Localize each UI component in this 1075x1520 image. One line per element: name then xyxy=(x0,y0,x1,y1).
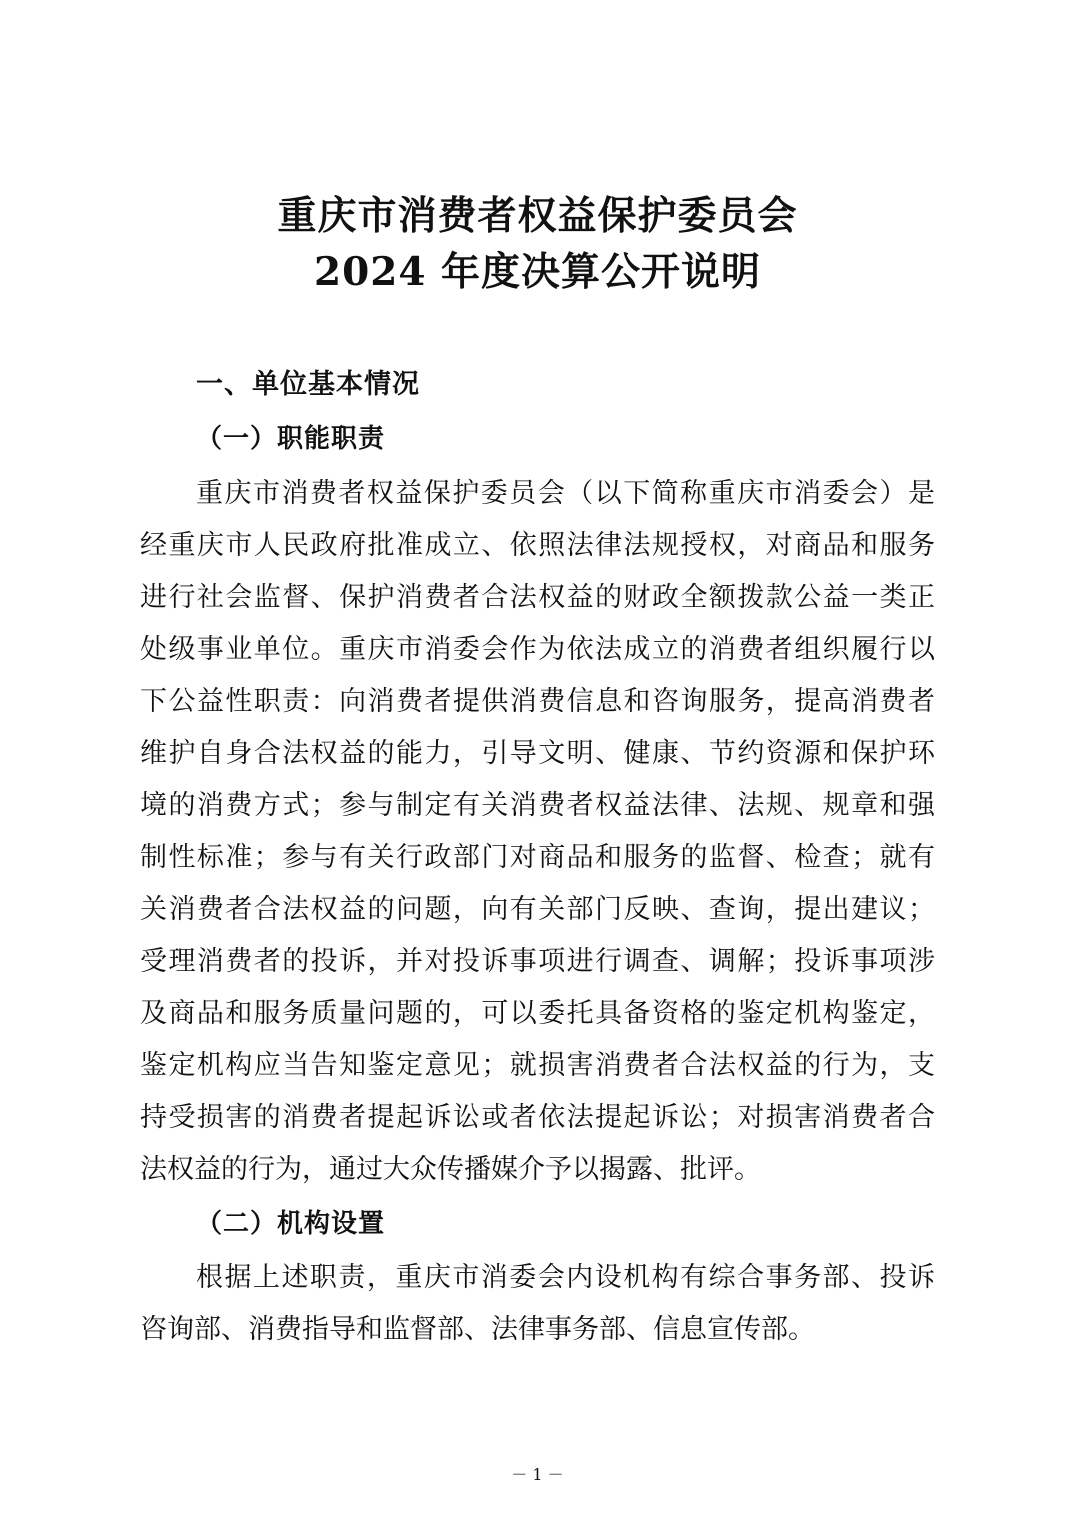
paragraph-line: 法权益的行为，通过大众传播媒介予以揭露、批评。 xyxy=(140,1154,761,1185)
paragraph-line: 重庆市消费者权益保护委员会（以下简称重庆市消委会）是 xyxy=(196,478,935,509)
section-heading: 一、单位基本情况 xyxy=(196,369,420,400)
paragraph-line: 经重庆市人民政府批准成立、依照法律法规授权，对商品和服务 xyxy=(140,530,935,561)
page-number: － 1 － xyxy=(511,1465,564,1484)
paragraph-line: 根据上述职责，重庆市消委会内设机构有综合事务部、投诉 xyxy=(196,1262,935,1293)
paragraph-line: 境的消费方式；参与制定有关消费者权益法律、法规、规章和强 xyxy=(140,790,935,821)
paragraph-line: 维护自身合法权益的能力，引导文明、健康、节约资源和保护环 xyxy=(140,738,935,769)
paragraph-line: 及商品和服务质量问题的，可以委托具备资格的鉴定机构鉴定， xyxy=(140,998,935,1029)
paragraph-line: 处级事业单位。重庆市消委会作为依法成立的消费者组织履行以 xyxy=(140,634,935,665)
paragraph-line: 受理消费者的投诉，并对投诉事项进行调查、调解；投诉事项涉 xyxy=(140,946,935,977)
paragraph-line: 持受损害的消费者提起诉讼或者依法提起诉讼；对损害消费者合 xyxy=(140,1102,935,1133)
paragraph-line: 制性标准；参与有关行政部门对商品和服务的监督、检查；就有 xyxy=(140,842,935,873)
document-title xyxy=(0,188,1075,300)
subsection-heading-duties: （一）职能职责 xyxy=(196,424,386,454)
title-line-1: 重庆市消费者权益保护委员会 xyxy=(277,193,798,239)
paragraph-line: 咨询部、消费指导和监督部、法律事务部、信息宣传部。 xyxy=(140,1314,815,1345)
paragraph-line: 进行社会监督、保护消费者合法权益的财政全额拨款公益一类正 xyxy=(140,582,935,613)
paragraph-line: 鉴定机构应当告知鉴定意见；就损害消费者合法权益的行为，支 xyxy=(140,1050,935,1081)
paragraph-line: 关消费者合法权益的问题，向有关部门反映、查询，提出建议； xyxy=(140,894,935,925)
title-line-2: 2024 年度决算公开说明 xyxy=(313,249,762,295)
subsection-heading-structure: （二）机构设置 xyxy=(196,1209,386,1239)
paragraph-line: 下公益性职责：向消费者提供消费信息和咨询服务，提高消费者 xyxy=(140,686,935,717)
